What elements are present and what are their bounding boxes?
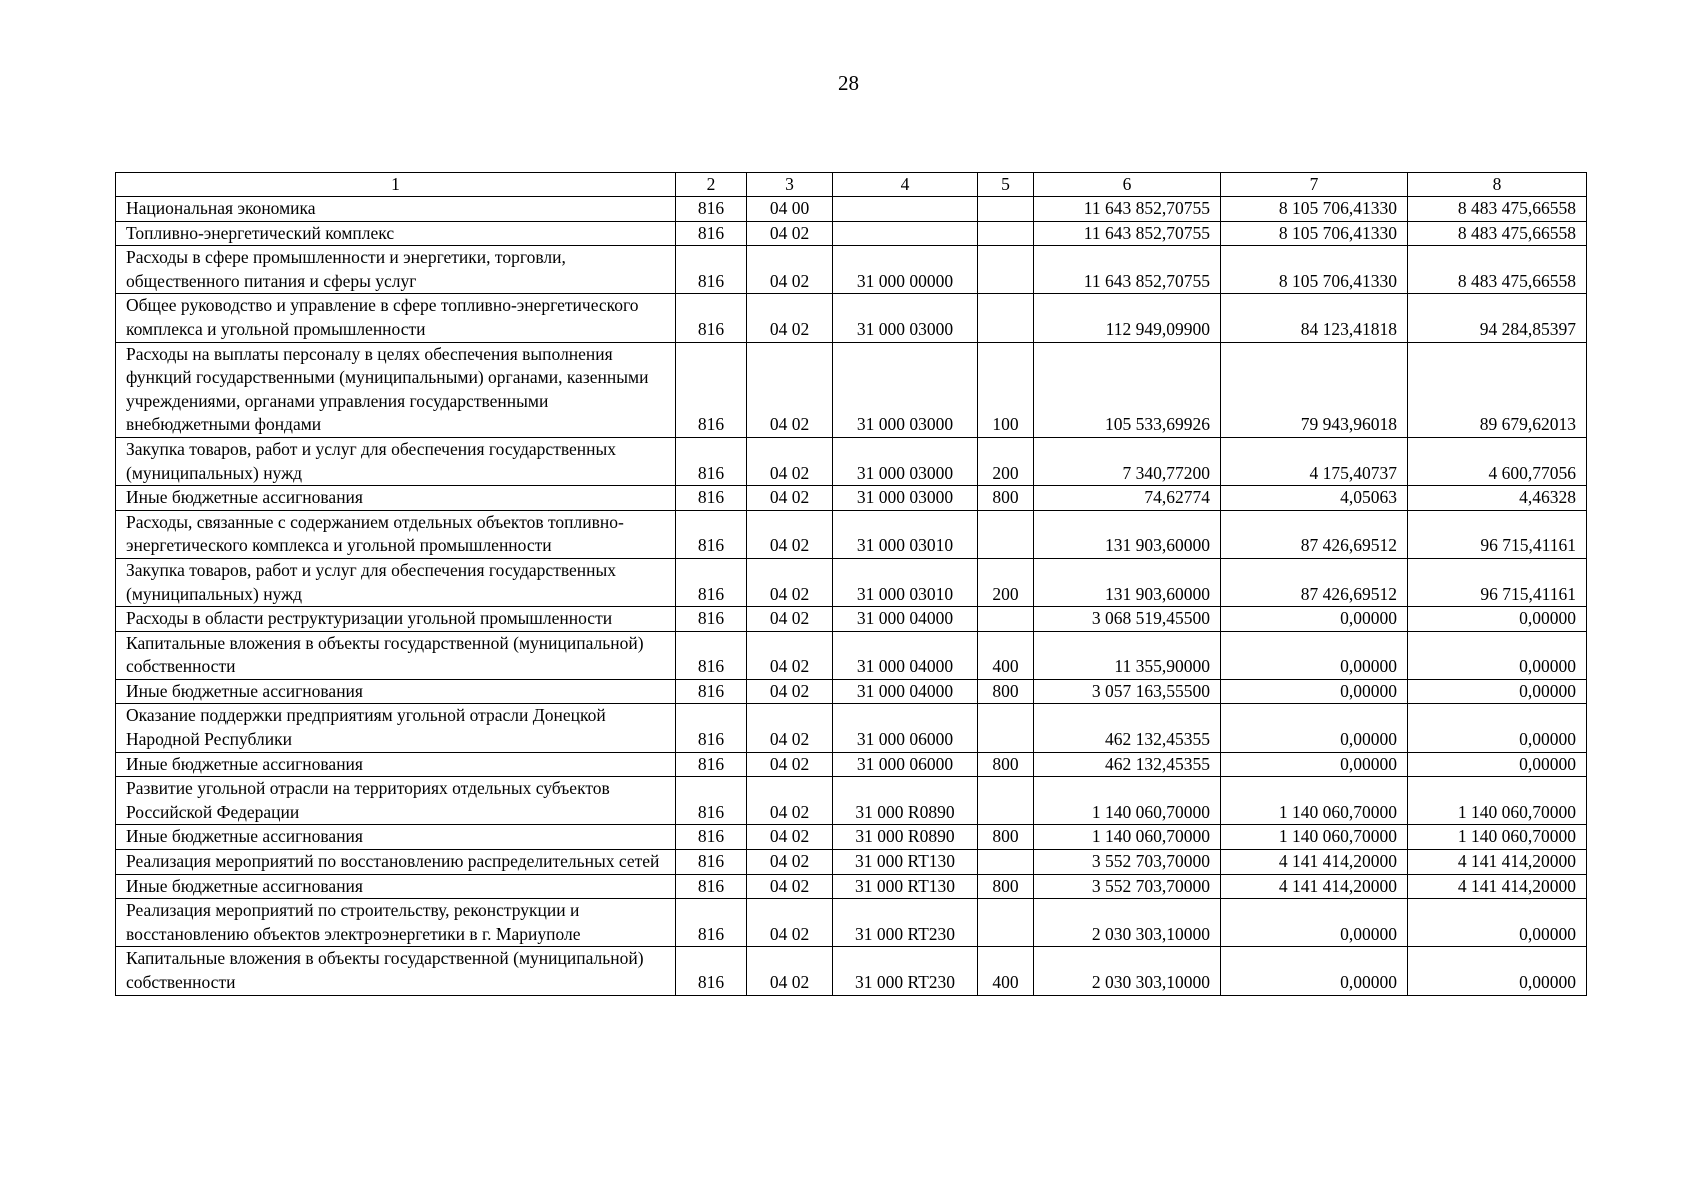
row-section-code-cell: 04 00 (747, 197, 833, 222)
column-header: 5 (978, 173, 1034, 197)
column-header: 7 (1221, 173, 1408, 197)
row-name-cell: Иные бюджетные ассигнования (116, 679, 676, 704)
row-amount-cell: 0,00000 (1221, 899, 1408, 947)
table-row (116, 221, 1587, 246)
column-header: 2 (676, 173, 747, 197)
row-amount-cell: 0,00000 (1408, 704, 1587, 752)
table-row (116, 704, 1587, 752)
table-row (116, 752, 1587, 777)
row-target-item-cell: 31 000 04000 (833, 631, 978, 679)
row-amount-cell: 4,05063 (1221, 486, 1408, 511)
table-row (116, 342, 1587, 437)
row-name-cell: Расходы, связанные с содержанием отдельных объектов топливно-энергетического комплекса и угольной промышленности (116, 510, 676, 558)
row-target-item-cell: 31 000 RT230 (833, 947, 978, 995)
column-header: 1 (116, 173, 676, 197)
table-row (116, 825, 1587, 850)
row-name-cell: Национальная экономика (116, 197, 676, 222)
page-number: 28 (838, 71, 859, 95)
row-section-code-cell: 04 02 (747, 899, 833, 947)
row-admin-code-cell: 816 (676, 510, 747, 558)
row-amount-cell: 2 030 303,10000 (1034, 947, 1221, 995)
row-expense-type-cell (978, 777, 1034, 825)
table-row (116, 294, 1587, 342)
row-admin-code-cell: 816 (676, 486, 747, 511)
row-section-code-cell: 04 02 (747, 850, 833, 875)
table-row (116, 631, 1587, 679)
row-amount-cell: 462 132,45355 (1034, 704, 1221, 752)
row-section-code-cell: 04 02 (747, 704, 833, 752)
row-section-code-cell: 04 02 (747, 752, 833, 777)
row-section-code-cell: 04 02 (747, 631, 833, 679)
row-amount-cell: 8 105 706,41330 (1221, 246, 1408, 294)
row-target-item-cell: 31 000 04000 (833, 679, 978, 704)
row-section-code-cell: 04 02 (747, 294, 833, 342)
row-expense-type-cell (978, 197, 1034, 222)
row-target-item-cell: 31 000 RT230 (833, 899, 978, 947)
row-amount-cell: 87 426,69512 (1221, 510, 1408, 558)
row-amount-cell: 112 949,09900 (1034, 294, 1221, 342)
row-admin-code-cell: 816 (676, 850, 747, 875)
row-expense-type-cell: 800 (978, 825, 1034, 850)
row-target-item-cell: 31 000 RT130 (833, 850, 978, 875)
table-row (116, 437, 1587, 485)
row-amount-cell: 74,62774 (1034, 486, 1221, 511)
row-target-item-cell: 31 000 03000 (833, 437, 978, 485)
row-section-code-cell: 04 02 (747, 825, 833, 850)
row-expense-type-cell: 100 (978, 342, 1034, 437)
row-name-cell: Общее руководство и управление в сфере топливно-энергетического комплекса и угольной промышленности (116, 294, 676, 342)
row-amount-cell: 2 030 303,10000 (1034, 899, 1221, 947)
row-amount-cell: 4,46328 (1408, 486, 1587, 511)
row-amount-cell: 4 141 414,20000 (1408, 850, 1587, 875)
row-expense-type-cell: 800 (978, 874, 1034, 899)
row-amount-cell: 8 105 706,41330 (1221, 197, 1408, 222)
row-admin-code-cell: 816 (676, 246, 747, 294)
row-amount-cell: 1 140 060,70000 (1408, 825, 1587, 850)
row-amount-cell: 1 140 060,70000 (1221, 825, 1408, 850)
row-section-code-cell: 04 02 (747, 777, 833, 825)
row-amount-cell: 7 340,77200 (1034, 437, 1221, 485)
row-name-cell: Оказание поддержки предприятиям угольной отрасли Донецкой Народной Республики (116, 704, 676, 752)
row-expense-type-cell: 200 (978, 437, 1034, 485)
row-target-item-cell: 31 000 03010 (833, 558, 978, 606)
row-section-code-cell: 04 02 (747, 947, 833, 995)
row-target-item-cell (833, 221, 978, 246)
row-expense-type-cell (978, 510, 1034, 558)
row-admin-code-cell: 816 (676, 631, 747, 679)
row-amount-cell: 3 057 163,55500 (1034, 679, 1221, 704)
column-header: 4 (833, 173, 978, 197)
row-amount-cell: 8 483 475,66558 (1408, 221, 1587, 246)
row-amount-cell: 0,00000 (1408, 752, 1587, 777)
row-target-item-cell (833, 197, 978, 222)
row-admin-code-cell: 816 (676, 899, 747, 947)
column-header: 3 (747, 173, 833, 197)
row-amount-cell: 0,00000 (1408, 607, 1587, 632)
table-row (116, 850, 1587, 875)
row-amount-cell: 94 284,85397 (1408, 294, 1587, 342)
row-amount-cell: 3 552 703,70000 (1034, 874, 1221, 899)
row-amount-cell: 4 600,77056 (1408, 437, 1587, 485)
table-row (116, 679, 1587, 704)
row-expense-type-cell (978, 607, 1034, 632)
row-section-code-cell: 04 02 (747, 221, 833, 246)
row-amount-cell: 0,00000 (1221, 752, 1408, 777)
row-admin-code-cell: 816 (676, 947, 747, 995)
row-expense-type-cell (978, 246, 1034, 294)
row-section-code-cell: 04 02 (747, 607, 833, 632)
row-expense-type-cell (978, 221, 1034, 246)
row-amount-cell: 11 643 852,70755 (1034, 246, 1221, 294)
row-amount-cell: 84 123,41818 (1221, 294, 1408, 342)
row-name-cell: Капитальные вложения в объекты государственной (муниципальной) собственности (116, 631, 676, 679)
row-section-code-cell: 04 02 (747, 486, 833, 511)
row-amount-cell: 8 483 475,66558 (1408, 197, 1587, 222)
row-admin-code-cell: 816 (676, 437, 747, 485)
row-admin-code-cell: 816 (676, 294, 747, 342)
row-target-item-cell: 31 000 06000 (833, 752, 978, 777)
row-name-cell: Реализация мероприятий по восстановлению распределительных сетей (116, 850, 676, 875)
row-name-cell: Реализация мероприятий по строительству, реконструкции и восстановлению объектов электроэнергетики в г. Мариуполе (116, 899, 676, 947)
row-amount-cell: 1 140 060,70000 (1034, 825, 1221, 850)
row-admin-code-cell: 816 (676, 752, 747, 777)
row-expense-type-cell: 200 (978, 558, 1034, 606)
row-section-code-cell: 04 02 (747, 510, 833, 558)
row-admin-code-cell: 816 (676, 607, 747, 632)
row-target-item-cell: 31 000 03010 (833, 510, 978, 558)
row-amount-cell: 131 903,60000 (1034, 510, 1221, 558)
row-name-cell: Закупка товаров, работ и услуг для обеспечения государственных (муниципальных) нужд (116, 437, 676, 485)
row-amount-cell: 4 141 414,20000 (1221, 874, 1408, 899)
row-target-item-cell: 31 000 03000 (833, 294, 978, 342)
row-name-cell: Закупка товаров, работ и услуг для обеспечения государственных (муниципальных) нужд (116, 558, 676, 606)
row-amount-cell: 0,00000 (1221, 679, 1408, 704)
table-row (116, 197, 1587, 222)
table-row (116, 486, 1587, 511)
row-expense-type-cell (978, 704, 1034, 752)
row-name-cell: Иные бюджетные ассигнования (116, 874, 676, 899)
column-header: 8 (1408, 173, 1587, 197)
row-target-item-cell: 31 000 04000 (833, 607, 978, 632)
row-section-code-cell: 04 02 (747, 437, 833, 485)
row-amount-cell: 1 140 060,70000 (1034, 777, 1221, 825)
row-amount-cell: 0,00000 (1408, 631, 1587, 679)
row-amount-cell: 1 140 060,70000 (1221, 777, 1408, 825)
row-admin-code-cell: 816 (676, 221, 747, 246)
row-amount-cell: 0,00000 (1221, 607, 1408, 632)
row-admin-code-cell: 816 (676, 679, 747, 704)
row-amount-cell: 0,00000 (1408, 679, 1587, 704)
row-expense-type-cell: 800 (978, 752, 1034, 777)
row-admin-code-cell: 816 (676, 874, 747, 899)
row-amount-cell: 4 175,40737 (1221, 437, 1408, 485)
row-admin-code-cell: 816 (676, 777, 747, 825)
row-section-code-cell: 04 02 (747, 874, 833, 899)
row-amount-cell: 0,00000 (1221, 704, 1408, 752)
row-expense-type-cell: 800 (978, 486, 1034, 511)
table-row (116, 246, 1587, 294)
row-amount-cell: 0,00000 (1221, 947, 1408, 995)
row-amount-cell: 89 679,62013 (1408, 342, 1587, 437)
row-section-code-cell: 04 02 (747, 679, 833, 704)
row-target-item-cell: 31 000 03000 (833, 342, 978, 437)
row-target-item-cell: 31 000 00000 (833, 246, 978, 294)
row-name-cell: Топливно-энергетический комплекс (116, 221, 676, 246)
row-name-cell: Развитие угольной отрасли на территориях отдельных субъектов Российской Федерации (116, 777, 676, 825)
row-amount-cell: 11 355,90000 (1034, 631, 1221, 679)
row-amount-cell: 4 141 414,20000 (1408, 874, 1587, 899)
row-amount-cell: 11 643 852,70755 (1034, 197, 1221, 222)
row-name-cell: Расходы на выплаты персоналу в целях обеспечения выполнения функций государственными (муниципальными) органами, казенными учреждениями, органами управления государственными внебюджетными фондами (116, 342, 676, 437)
row-amount-cell: 3 552 703,70000 (1034, 850, 1221, 875)
table-row (116, 899, 1587, 947)
row-amount-cell: 11 643 852,70755 (1034, 221, 1221, 246)
row-name-cell: Расходы в области реструктуризации угольной промышленности (116, 607, 676, 632)
table-row (116, 874, 1587, 899)
row-amount-cell: 8 105 706,41330 (1221, 221, 1408, 246)
row-amount-cell: 0,00000 (1408, 899, 1587, 947)
row-amount-cell: 0,00000 (1408, 947, 1587, 995)
row-name-cell: Иные бюджетные ассигнования (116, 486, 676, 511)
row-expense-type-cell: 800 (978, 679, 1034, 704)
row-admin-code-cell: 816 (676, 197, 747, 222)
table-row (116, 510, 1587, 558)
row-section-code-cell: 04 02 (747, 246, 833, 294)
budget-table (115, 172, 1587, 996)
row-admin-code-cell: 816 (676, 825, 747, 850)
row-expense-type-cell (978, 850, 1034, 875)
row-name-cell: Иные бюджетные ассигнования (116, 825, 676, 850)
row-expense-type-cell (978, 899, 1034, 947)
table-row (116, 947, 1587, 995)
row-amount-cell: 4 141 414,20000 (1221, 850, 1408, 875)
row-amount-cell: 3 068 519,45500 (1034, 607, 1221, 632)
row-expense-type-cell: 400 (978, 947, 1034, 995)
row-name-cell: Капитальные вложения в объекты государственной (муниципальной) собственности (116, 947, 676, 995)
row-target-item-cell: 31 000 RT130 (833, 874, 978, 899)
column-header: 6 (1034, 173, 1221, 197)
row-name-cell: Иные бюджетные ассигнования (116, 752, 676, 777)
row-amount-cell: 8 483 475,66558 (1408, 246, 1587, 294)
table-header-row (116, 173, 1587, 197)
row-target-item-cell: 31 000 06000 (833, 704, 978, 752)
row-name-cell: Расходы в сфере промышленности и энергетики, торговли, общественного питания и сферы услуг (116, 246, 676, 294)
row-amount-cell: 105 533,69926 (1034, 342, 1221, 437)
row-target-item-cell: 31 000 R0890 (833, 777, 978, 825)
row-expense-type-cell: 400 (978, 631, 1034, 679)
row-target-item-cell: 31 000 03000 (833, 486, 978, 511)
row-amount-cell: 87 426,69512 (1221, 558, 1408, 606)
table-row (116, 558, 1587, 606)
row-expense-type-cell (978, 294, 1034, 342)
table-row (116, 607, 1587, 632)
row-target-item-cell: 31 000 R0890 (833, 825, 978, 850)
row-admin-code-cell: 816 (676, 558, 747, 606)
row-amount-cell: 96 715,41161 (1408, 558, 1587, 606)
row-amount-cell: 79 943,96018 (1221, 342, 1408, 437)
row-amount-cell: 0,00000 (1221, 631, 1408, 679)
row-amount-cell: 131 903,60000 (1034, 558, 1221, 606)
row-amount-cell: 96 715,41161 (1408, 510, 1587, 558)
row-amount-cell: 1 140 060,70000 (1408, 777, 1587, 825)
row-admin-code-cell: 816 (676, 704, 747, 752)
row-amount-cell: 462 132,45355 (1034, 752, 1221, 777)
row-section-code-cell: 04 02 (747, 342, 833, 437)
table-row (116, 777, 1587, 825)
row-admin-code-cell: 816 (676, 342, 747, 437)
row-section-code-cell: 04 02 (747, 558, 833, 606)
